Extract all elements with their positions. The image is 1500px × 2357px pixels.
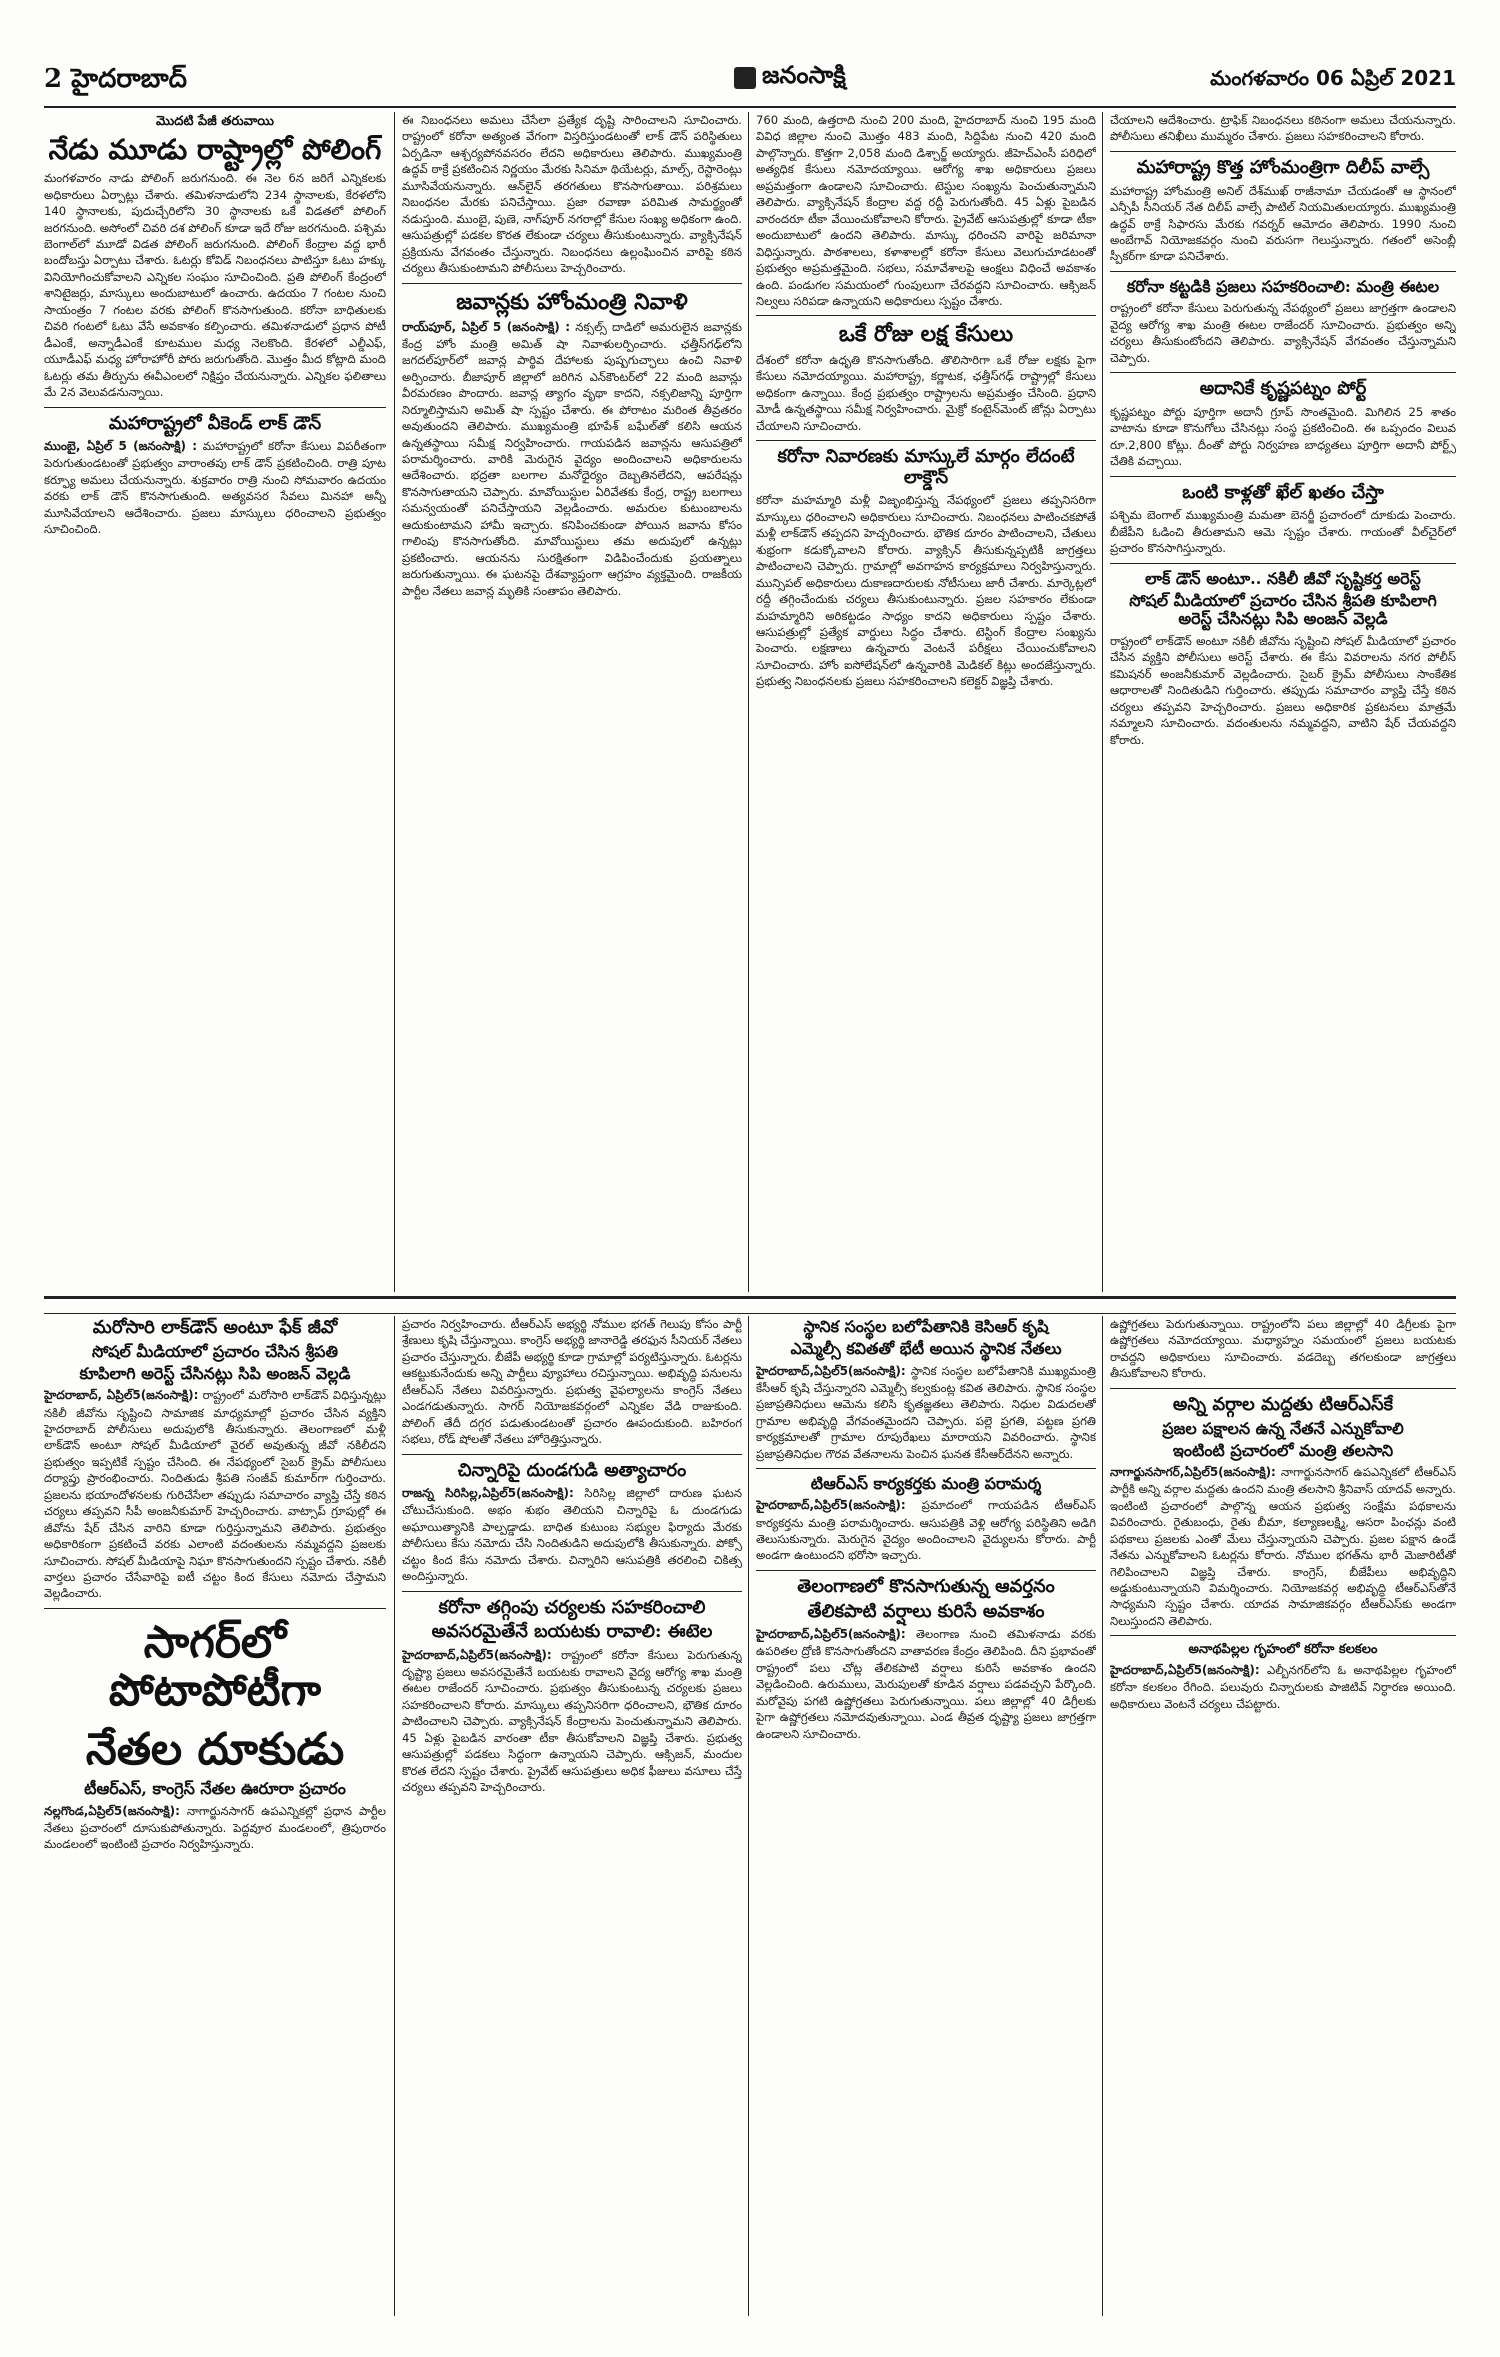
article-consoles-body: ప్రమాదంలో గాయపడిన టీఆర్ఎస్ కార్యకర్తను మంత్రి పరామర్శించారు. ఆసుపత్రికి వెళ్లి ఆరోగ్య పరిస్థితిని అడిగి తెలుసుకున్నారు. మెరుగైన వైద్యం అందించాలని వైద్యులను కోరారు. పార్టీ అండగా ఉంటుందని భరోసా ఇచ్చారు.: [756, 1498, 1096, 1563]
dateline: హైదరాబాద్,ఏప్రిల్5(జనంసాక్షి):: [402, 1647, 552, 1662]
masthead: [44, 58, 1456, 108]
headline-child-assault: చిన్నారిపై దుండగుడి అత్యాచారం: [457, 1459, 687, 1481]
page-label: 2 హైదరాబాద్: [44, 64, 187, 94]
headline-kavitha-meeting: ఎమ్మెల్సీ కవితతో భేటీ అయిన స్థానిక నేతలు: [790, 1339, 1062, 1359]
headline-fake-go-lockdown: మరోసారి లాక్‌డౌన్ అంటూ ఫేక్ జీవో: [92, 1317, 338, 1338]
divider: [402, 1454, 742, 1455]
bottom-column-4: [1110, 1316, 1456, 2316]
bottom-column-2: [402, 1316, 742, 2316]
dateline: హైదరాబాద్, ఏప్రిల్5(జనంసాక్షి):: [44, 1388, 199, 1403]
headline-maharashtra-home-minister: మహారాష్ట్ర కొత్త హోంమంత్రిగా దిలీప్ వాల్సే: [1136, 156, 1430, 178]
divider: [756, 1468, 1096, 1469]
paper-name: [734, 60, 846, 95]
article-continued-body: చేయాలని ఆదేశించారు. ట్రాఫిక్ నిబంధనలు కఠినంగా అమలు చేయనున్నారు. పోలీసులు తనిఖీలు ముమ్మరం చేశారు. ప్రజలు సహకరించాలని కోరారు.: [1110, 113, 1456, 144]
dateline: హైదరాబాద్,ఏప్రిల్5(జనంసాక్షి):: [756, 1498, 906, 1513]
article-masks-body: కరోనా మహమ్మారి మళ్లీ విజృంభిస్తున్న నేపథ్యంలో ప్రజలు తప్పనిసరిగా మాస్కులు ధరించాలని అధికారులు సూచించారు. నిబంధనలు పాటించకపోతే మళ్లీ లాక్‌డౌన్ తప్పదని హెచ్చరించారు. భౌతిక దూరం పాటించాలని, చేతులు శుభ్రంగా కడుక్కోవాలని కోరారు. వ్యాక్సిన్ తీసుకున్నప్పటికీ జాగ్రత్తలు పాటించాలని చెప్పారు. గ్రామాల్లో అవగాహన కార్యక్రమాలు నిర్వహిస్తున్నారు. మున్సిపల్ అధికారులు దుకాణదారులకు నోటీసులు జారీ చేశారు. మార్కెట్లలో రద్దీ తగ్గించేందుకు చర్యలు తీసుకుంటున్నారు. ప్రజల సహకారం లేకుండా మహమ్మారిని అరికట్టడం సాధ్యం కాదని అధికారులు స్పష్టం చేశారు. ఆసుపత్రుల్లో ప్రత్యేక వార్డులు సిద్ధం చేశారు. టెస్టింగ్ కేంద్రాల సంఖ్యను పెంచారు. లక్షణాలు ఉన్నవారు వెంటనే పరీక్షలు చేయించుకోవాలని సూచించారు. హోం ఐసోలేషన్‌లో ఉన్నవారికి మెడికల్ కిట్లు అందజేస్తున్నారు. ప్రభుత్వ నిబంధనలకు ప్రజలు సహకరించాలని కలెక్టర్ విజ్ఞప్తి చేశారు.: [756, 493, 1096, 689]
section-divider-band: [44, 1296, 1456, 1314]
article-fake-go-full-body: రాష్ట్రంలో మరోసారి లాక్‌డౌన్ విధిస్తున్నట్లు నకిలీ జీవోను సృష్టించి సామాజిక మాధ్యమాల్లో ప్రచారం చేసిన వ్యక్తిని హైదరాబాద్ పోలీసులు అదుపులోకి తీసుకున్నారు. తెలంగాణలో మళ్లీ లాక్‌డౌన్ అంటూ సోషల్ మీడియాలో వైరల్ అవుతున్న జీవో నకిలీదని ప్రభుత్వం ఇప్పటికే స్పష్టం చేసింది. ఈ నేపథ్యంలో సైబర్ క్రైమ్ పోలీసులు దర్యాప్తు ప్రారంభించారు. నిందితుడు శ్రీపతి సంజీవ్ కుమార్‌గా గుర్తించారు. ప్రజలను భయాందోళనలకు గురిచేసేలా తప్పుడు సమాచారం వ్యాప్తి చేస్తే కఠిన చర్యలు తప్పవని సీపీ అంజనీకుమార్ హెచ్చరించారు. వాట్సాప్ గ్రూపుల్లో ఈ జీవోను షేర్ చేసిన వారిని కూడా గుర్తిస్తున్నామని తెలిపారు. ప్రభుత్వం అధికారికంగా ప్రకటించే వరకు ఎలాంటి వదంతులను నమ్మవద్దని ప్రజలకు సూచించారు. సోషల్ మీడియాపై నిఘా కొనసాగుతుందని స్పష్టం చేశారు. నకిలీ వార్తలు ప్రచారం చేసేవారిపై ఐటీ చట్టం కింద కేసులు నమోదు చేస్తామని వెల్లడించారు.: [44, 1388, 386, 1601]
bottom-region: [44, 1316, 1456, 2316]
article-lockdown-body: మహారాష్ట్రలో కరోనా కేసులు విపరీతంగా పెరుగుతుండటంతో ప్రభుత్వం వారాంతపు లాక్ డౌన్ ప్రకటించింది. రాత్రి పూట కర్ఫ్యూ అమలు చేయనున్నారు. శుక్రవారం రాత్రి నుంచి సోమవారం ఉదయం వరకు లాక్ డౌన్ కొనసాగుతుంది. అత్యవసర సేవలు మినహా అన్నీ మూసివేయాలని ఆదేశించారు. ప్రజలు మాస్కులు ధరించాలని ప్రభుత్వం సూచించింది.: [44, 439, 386, 537]
bottom-column-1: [44, 1316, 386, 2316]
divider: [1110, 1388, 1456, 1389]
top-region: [44, 112, 1456, 1292]
divider: [402, 283, 742, 284]
divider: [1110, 372, 1456, 373]
headline-local-bodies-kcr: స్థానిక సంస్థల బలోపేతానికి కెసిఆర్ కృషి: [803, 1317, 1049, 1336]
headline-talasani-campaign: ఇంటింటి ప్రచారంలో మంత్రి తలసాని: [1172, 1440, 1394, 1460]
subheadline-village-campaign: టీఆర్ఎస్, కాంగ్రెస్ నేతల ఊరూరా ప్రచారం: [84, 1779, 346, 1799]
article-continued-body: ఈ నిబంధనలు అమలు చేసేలా ప్రత్యేక దృష్టి సారించాలని సూచించారు. రాష్ట్రంలో కరోనా అత్యంత వేగంగా విస్తరిస్తుండటంతో లాక్ డౌన్ పరిస్థితులు ఏర్పడినా ఆశ్చర్యపోనవసరం లేదని అధికారులు తెలిపారు. ముఖ్యమంత్రి ఉద్ధవ్ ఠాక్రే ప్రకటించిన నిర్ణయం మేరకు సినిమా థియేటర్లు, మాల్స్, రెస్టారెంట్లు మూసివేయనున్నారు. ఆన్‌లైన్ తరగతులు కొనసాగుతాయి. పరిశ్రమలు నిబంధనల మేరకు పనిచేస్తాయి. ప్రజా రవాణా పరిమిత సామర్థ్యంతో నడుస్తుంది. ముంబై, పుణె, నాగ్‌పూర్ నగరాల్లో కేసుల సంఖ్య అధికంగా ఉంది. ఆసుపత్రుల్లో పడకల కొరత లేకుండా చర్యలు తీసుకుంటున్నారు. వ్యాక్సినేషన్ ప్రక్రియను వేగవంతం చేస్తున్నారు. నిబంధనలు ఉల్లంఘించిన వారిపై కఠిన చర్యలు తీసుకుంటామని పోలీసులు హెచ్చరించారు.: [402, 113, 742, 276]
top-column-3: [756, 112, 1096, 1292]
article-lakh-cases-body: దేశంలో కరోనా ఉధృతి కొనసాగుతోంది. తొలిసారిగా ఒకే రోజు లక్షకు పైగా కేసులు నమోదయ్యాయి. మహారాష్ట్ర, కర్ణాటక, ఛత్తీస్‌గఢ్ రాష్ట్రాల్లో కేసులు అధికంగా ఉన్నాయి. కేంద్ర ప్రభుత్వం రాష్ట్రాలను అప్రమత్తం చేసింది. ప్రధాని మోడీ ఉన్నతస్థాయి సమీక్ష నిర్వహించారు. మైక్రో కంటైన్‌మెంట్ జోన్లు ఏర్పాటు చేయాలని సూచించారు.: [756, 352, 1096, 433]
article-weather-body: తెలంగాణ నుంచి తమిళనాడు వరకు ఉపరితల ద్రోణి కొనసాగుతోందని వాతావరణ కేంద్రం తెలిపింది. దీని ప్రభావంతో రాష్ట్రంలో పలు చోట్ల తేలికపాటి వర్షాలు కురిసే అవకాశం ఉందని వెల్లడించింది. ఉరుములు, మెరుపులతో కూడిన వర్షాలు పడవచ్చని పేర్కొంది. మరోవైపు పగటి ఉష్ణోగ్రతలు పెరుగుతున్నాయి. పలు జిల్లాల్లో 40 డిగ్రీలకు పైగా ఉష్ణోగ్రతలు నమోదవుతున్నాయి. ఎండ తీవ్రత దృష్ట్యా ప్రజలు జాగ్రత్తగా ఉండాలని సూచించారు.: [756, 1627, 1096, 1741]
headline-jawans-tribute: జవాన్లకు హోంమంత్రి నివాళి: [456, 288, 688, 315]
headline-fake-go-social: సోషల్ మీడియాలో ప్రచారం చేసిన శ్రీపతి: [91, 1341, 339, 1361]
article-etela-stay-home-body: రాష్ట్రంలో కరోనా కేసులు పెరుగుతున్న దృష్ట్యా ప్రజలు అవసరమైతేనే బయటకు రావాలని వైద్య ఆరోగ్య శాఖ మంత్రి ఈటల రాజేందర్ సూచించారు. ప్రభుత్వం తీసుకుంటున్న చర్యలకు ప్రజలు సహకరించాలని కోరారు. మాస్కులు తప్పనిసరిగా ధరించాలని, భౌతిక దూరం పాటించాలని చెప్పారు. వ్యాక్సినేషన్ కేంద్రాలను పెంచుతున్నామని తెలిపారు. 45 ఏళ్లు పైబడిన వారంతా టీకా తీసుకోవాలని విజ్ఞప్తి చేశారు. ప్రభుత్వ ఆసుపత్రుల్లో పడకలు సిద్ధంగా ఉన్నాయని చెప్పారు. ఆక్సిజన్, మందుల కొరత లేదని స్పష్టం చేశారు. ప్రైవేట్ ఆసుపత్రులు అధిక ఫీజులు వసూలు చేస్తే చర్యలు తప్పవని హెచ్చరించారు.: [402, 1647, 742, 1795]
article-port-body: కృష్ణపట్నం పోర్టు పూర్తిగా అదానీ గ్రూప్ సొంతమైంది. మిగిలిన 25 శాతం వాటాను కూడా కొనుగోలు చేసినట్లు సంస్థ ప్రకటించింది. ఈ ఒప్పందం విలువ రూ.2,800 కోట్లు. దీంతో పోర్టు నిర్వహణ బాధ్యతలు పూర్తిగా అదానీ పోర్ట్స్ చేతికి వచ్చాయి.: [1110, 404, 1456, 469]
divider: [1110, 271, 1456, 272]
article-assault-body: సిరిసిల్ల జిల్లాలో దారుణ ఘటన చోటుచేసుకుంది. అభం శుభం తెలియని చిన్నారిపై ఓ దుండగుడు అఘాయిత్యానికి పాల్పడ్డాడు. బాధిత కుటుంబ సభ్యుల ఫిర్యాదు మేరకు పోలీసులు కేసు నమోదు చేసి నిందితుడిని అదుపులోకి తీసుకున్నారు. పోక్సో చట్టం కింద కేసు నమోదు చేశారు. చిన్నారిని ఆసుపత్రికి తరలించి చికిత్స అందిస్తున్నారు.: [402, 1486, 742, 1584]
divider: [756, 1570, 1096, 1571]
headline-etela-stay-home: అవసరమైతేనే బయటకు రావాలి: ఈటెల: [431, 1621, 713, 1643]
column-divider: [748, 112, 749, 1292]
divider: [44, 1608, 386, 1609]
divider: [1110, 151, 1456, 152]
divider: [1110, 563, 1456, 564]
headline-light-rain: తేలికపాటి వర్షాలు కురిసే అవకాశం: [807, 1600, 1045, 1622]
article-local-bodies-body: స్థానిక సంస్థల బలోపేతానికి ముఖ్యమంత్రి కేసీఆర్ కృషి చేస్తున్నారని ఎమ్మెల్సీ కల్వకుంట్ల కవిత తెలిపారు. స్థానిక సంస్థల ప్రజాప్రతినిధులు ఆమెను కలిసి కృతజ్ఞతలు తెలిపారు. నిధుల విడుదలతో గ్రామాల అభివృద్ధి వేగవంతమైందని చెప్పారు. పల్లె ప్రగతి, పట్టణ ప్రగతి కార్యక్రమాలతో గ్రామాల రూపురేఖలు మారాయని వివరించారు. స్థానిక ప్రజాప్రతినిధుల గౌరవ వేతనాలను పెంచిన ఘనత కేసీఆర్‌దేనని అన్నారు.: [756, 1363, 1096, 1461]
headline-maharashtra-lockdown: మహారాష్ట్రలో వీకెండ్ లాక్ డౌన్: [108, 412, 322, 434]
continuation-kicker: మొదటి పేజీ తరువాయి: [156, 114, 274, 129]
dateline: రాజన్న సిరిసిల్ల,ఏప్రిల్5(జనంసాక్షి):: [402, 1486, 574, 1501]
headline-sagar-contest: సాగర్‌లో పోటాపోటీగా: [108, 1616, 322, 1717]
headline-elect-people-leader: ప్రజల పక్షాలన ఉన్న నేతనే ఎన్నుకోవాలి: [1162, 1418, 1404, 1438]
headline-all-sections-support: అన్ని వర్గాల మద్దతు టిఆర్ఎస్‌కే: [1172, 1393, 1394, 1415]
headline-fake-go-cp: కూపిలాగి అరెస్ట్ చేసినట్లు సిపి అంజన్ వెల్లడి: [79, 1364, 351, 1384]
article-home-minister-body: మహారాష్ట్ర హోంమంత్రి అనిల్ దేశ్‌ముఖ్ రాజీనామా చేయడంతో ఆ స్థానంలో ఎన్సీపీ సీనియర్ నేత దిలీప్ వాల్సే పాటిల్ నియమితులయ్యారు. ముఖ్యమంత్రి ఉద్ధవ్ ఠాక్రే సిఫారసు మేరకు గవర్నర్ ఆమోదం తెలిపారు. 1990 నుంచి అంబేగావ్ నియోజకవర్గం నుంచి వరుసగా గెలుస్తున్నారు. గతంలో అసెంబ్లీ స్పీకర్‌గా కూడా పనిచేశారు.: [1110, 183, 1456, 264]
dateline: రాయ్‌పూర్, ఏప్రిల్ 5 (జనంసాక్షి) :: [402, 319, 571, 334]
divider: [756, 440, 1096, 441]
headline-fake-go-arrest: లాక్ డౌన్ అంటూ.. నకిలీ జీవో సృష్టికర్త అరెస్ట్: [1145, 568, 1421, 588]
bottom-column-3: [756, 1316, 1096, 2316]
article-fake-go-body: రాష్ట్రంలో లాక్‌డౌన్ అంటూ నకిలీ జీవోను సృష్టించి సోషల్ మీడియాలో ప్రచారం చేసిన వ్యక్తిని పోలీసులు అరెస్ట్ చేశారు. ఈ కేసు వివరాలను నగర పోలీస్ కమిషనర్ అంజనీకుమార్ వెల్లడించారు. సైబర్ క్రైమ్ పోలీసులు సాంకేతిక ఆధారాలతో నిందితుడిని గుర్తించారు. తప్పుడు సమాచారం వ్యాప్తి చేస్తే కఠిన చర్యలు తప్పవని హెచ్చరించారు. ప్రజలు అధికారిక ప్రకటనలు మాత్రమే నమ్మాలని సూచించారు. వదంతులను నమ్మవద్దని, వాటిని షేర్ చేయవద్దని కోరారు.: [1110, 633, 1456, 747]
article-etela-body: రాష్ట్రంలో కరోనా కేసులు పెరుగుతున్న నేపథ్యంలో ప్రజలు జాగ్రత్తగా ఉండాలని వైద్య ఆరోగ్య శాఖ మంత్రి ఈటల రాజేందర్ సూచించారు. ప్రభుత్వం అన్ని చర్యలు తీసుకుంటోందని తెలిపారు. వ్యాక్సినేషన్ వేగవంతం చేస్తున్నామని చెప్పారు.: [1110, 301, 1456, 365]
headline-leaders-aggression: నేతల దూకుడు: [85, 1723, 345, 1775]
top-column-2: [402, 112, 742, 1292]
dateline: హైదరాబాద్,ఏప్రిల్5(జనంసాక్షి):: [756, 1363, 906, 1378]
divider: [1110, 1635, 1456, 1636]
column-divider: [748, 1316, 749, 2316]
article-campaign-body: ప్రచారం నిర్వహించారు. టీఆర్ఎస్ అభ్యర్థి నోముల భగత్ గెలుపు కోసం పార్టీ శ్రేణులు కృషి చేస్తున్నాయి. కాంగ్రెస్ అభ్యర్థి జానారెడ్డి తరఫున సీనియర్ నేతలు ప్రచారం చేస్తున్నారు. బీజేపీ అభ్యర్థి కూడా గ్రామాల్లో పర్యటిస్తున్నారు. ఓటర్లను ఆకట్టుకునేందుకు అన్ని పార్టీలు వ్యూహాలు రచిస్తున్నాయి. అభివృద్ధి పనులను టీఆర్ఎస్ నేతలు వివరిస్తున్నారు. ప్రభుత్వ వైఫల్యాలను కాంగ్రెస్ నేతలు ఎండగడుతున్నారు. సాగర్ నియోజకవర్గంలో ఎన్నికల వేడి రాజుకుంది. పోలింగ్ తేదీ దగ్గర పడుతుండటంతో ప్రచారం ఊపందుకుంది. బహిరంగ సభలు, రోడ్ షోలతో నేతలు హోరెత్తిస్తున్నారు.: [402, 1317, 742, 1447]
column-divider: [394, 112, 395, 1292]
headline-krishnapatnam-port: అదానికే కృష్ణపట్నం పోర్ట్: [1199, 378, 1367, 400]
headline-masks-or-lockdown: కరోనా నివారణకు మాస్కులే మార్గం లేదంటే లాక్డౌన్: [777, 446, 1075, 488]
divider: [44, 407, 386, 408]
article-khela-body: పశ్చిమ బెంగాల్ ముఖ్యమంత్రి మమతా బెనర్జీ ప్రచారంలో దూకుడు పెంచారు. బీజేపీని ఓడించి తీరుతామని ఆమె స్పష్టం చేశారు. గాయంతో వీల్‌చైర్‌లో ప్రచారం కొనసాగిస్తున్నారు.: [1110, 508, 1456, 556]
kicker-orphanage-covid: అనాథపిల్లల గృహంలో కరోనా కలకలం: [1188, 1642, 1378, 1658]
dateline: హైదరాబాద్,ఏప్రిల్5(జనంసాక్షి):: [1110, 1663, 1260, 1678]
dateline: హైదరాబాద్,ఏప్రిల్5(జనంసాక్షి):: [756, 1627, 906, 1642]
headline-one-lakh-cases: ఒకే రోజు లక్ష కేసులు: [838, 321, 1014, 348]
column-divider: [1102, 112, 1103, 1292]
article-covid-stats-body: 760 మంది, ఉత్తరాది నుంచి 200 మంది, హైదరాబాద్ నుంచి 195 మంది వివిధ జిల్లాల నుంచి మొత్తం 483 మంది, సిద్దిపేట నుంచి 420 మంది పాల్గొన్నారు. కొత్తగా 2,058 మంది డిశ్చార్జ్ అయ్యారు. జీహెచ్‌ఎంసీ పరిధిలో అత్యధిక కేసులు నమోదయ్యాయి. ఆరోగ్య శాఖ అధికారులు ప్రజలు అప్రమత్తంగా ఉండాలని సూచించారు. టెస్టుల సంఖ్యను పెంచుతున్నామని తెలిపారు. వ్యాక్సినేషన్ కేంద్రాల వద్ద రద్దీ పెరుగుతోంది. 45 ఏళ్లు పైబడిన వారందరూ టీకా వేయించుకోవాలని కోరారు. ప్రైవేట్ ఆసుపత్రుల్లో కూడా టీకా అందుబాటులో ఉందని తెలిపారు. మాస్కు ధరించని వారిపై జరిమానా విధిస్తున్నారు. పాఠశాలలు, కళాశాలల్లో కరోనా కేసులు వెలుగుచూడటంతో ప్రభుత్వం అప్రమత్తమైంది. సభలు, సమావేశాలపై ఆంక్షలు విధించే అవకాశం ఉంది. పండుగల సమయంలో గుంపులుగా చేరవద్దని సూచించారు. ఆక్సిజన్ నిల్వలు సరిపడా ఉన్నాయని అధికారులు స్పష్టం చేశారు.: [756, 113, 1096, 308]
article-talasani-body: నాగార్జునసాగర్ ఉపఎన్నికలో టీఆర్ఎస్ పార్టీకి అన్ని వర్గాల మద్దతు ఉందని మంత్రి తలసాని శ్రీనివాస్ యాదవ్ అన్నారు. ఇంటింటి ప్రచారంలో పాల్గొన్న ఆయన ప్రభుత్వ సంక్షేమ పథకాలను వివరించారు. రైతుబంధు, రైతు బీమా, కల్యాణలక్ష్మి, ఆసరా పింఛన్లు వంటి పథకాలు ప్రజలకు ఎంతో మేలు చేస్తున్నాయని చెప్పారు. ప్రజల పక్షాన ఉండే నేతను ఎన్నుకోవాలని ఓటర్లను కోరారు. నోముల భగత్‌ను భారీ మెజారిటీతో గెలిపించాలని విజ్ఞప్తి చేశారు. కాంగ్రెస్, బీజేపీలు అభివృద్ధిని అడ్డుకుంటున్నాయని విమర్శించారు. నియోజకవర్గ అభివృద్ధి టీఆర్ఎస్‌తోనే సాధ్యమని స్పష్టం చేశారు. యాదవ సామాజికవర్గం టీఆర్ఎస్‌కు అండగా నిలుస్తుందని తెలిపారు.: [1110, 1465, 1456, 1628]
top-column-4: [1110, 112, 1456, 1292]
divider: [1110, 476, 1456, 477]
article-orphanage-body: ఎల్బీనగర్‌లోని ఓ అనాథపిల్లల గృహంలో కరోనా కలకలం రేగింది. పలువురు చిన్నారులకు పాజిటివ్ నిర్ధారణ అయింది. అధికారులు వెంటనే చర్యలు చేపట్టారు.: [1110, 1663, 1456, 1711]
divider: [756, 315, 1096, 316]
article-sagar-body: నాగార్జునసాగర్ ఉపఎన్నికల్లో ప్రధాన పార్టీల నేతలు ప్రచారంలో దూసుకుపోతున్నారు. పెద్దవూర మండలంలో, త్రిపురారం మండలంలో ఇంటింటి ప్రచారం నిర్వహిస్తున్నారు.: [44, 1803, 386, 1851]
headline-covid-cooperation: కరోనా తగ్గింపు చర్యలకు సహకరించాలి: [438, 1596, 706, 1618]
article-heat-body: ఉష్ణోగ్రతలు పెరుగుతున్నాయి. రాష్ట్రంలోని పలు జిల్లాల్లో 40 డిగ్రీలకు పైగా ఉష్ణోగ్రతలు నమోదయ్యాయి. మధ్యాహ్నం సమయంలో ప్రజలు బయటకు రావద్దని అధికారులు సూచించారు. వడదెబ్బ తగలకుండా జాగ్రత్తలు తీసుకోవాలని కోరారు.: [1110, 1317, 1456, 1381]
headline-fake-go-subhead: సోషల్ మీడియాలో ప్రచారం చేసిన శ్రీపతి కూపిలాగి అరెస్ట్ చేసినట్లు సిపి అంజన్ వెల్లడి: [1129, 591, 1437, 629]
article-jawans-body: నక్సల్స్ దాడిలో అమరులైన జవాన్లకు కేంద్ర హోం మంత్రి అమిత్ షా నివాళులర్పించారు. ఛత్తీస్‌గఢ్‌లోని జగదల్‌పూర్‌లో జవాన్ల పార్థివ దేహాలకు పుష్పగుచ్ఛాలు ఉంచి నివాళి అర్పించారు. బీజాపూర్ జిల్లాలో జరిగిన ఎన్‌కౌంటర్‌లో 22 మంది జవాన్లు వీరమరణం పొందారు. జవాన్ల త్యాగం వృథా కాదని, నక్సలిజాన్ని పూర్తిగా నిర్మూలిస్తామని అమిత్ షా స్పష్టం చేశారు. ఈ పోరాటం మరింత తీవ్రతరం అవుతుందని తెలిపారు. ముఖ్యమంత్రి భూపేశ్ బఘేల్‌తో కలిసి ఆయన ఉన్నతస్థాయి సమీక్ష నిర్వహించారు. గాయపడిన జవాన్లను ఆసుపత్రిలో పరామర్శించారు. వారికి మెరుగైన వైద్యం అందించాలని అధికారులను ఆదేశించారు. భద్రతా బలగాల మనోధైర్యం దెబ్బతినలేదని, ఆపరేషన్లు కొనసాగుతాయని చెప్పారు. మావోయిస్టుల ఏరివేతకు కేంద్ర, రాష్ట్ర బలగాలు సమన్వయంతో పనిచేస్తాయని వెల్లడించారు. అమరుల కుటుంబాలను ఆదుకుంటామని హామీ ఇచ్చారు. కనిపించకుండా పోయిన జవాను కోసం గాలింపు కొనసాగుతోంది. మావోయిస్టులు తమ అదుపులో ఉన్నట్లు ప్రకటించారు. ఆయనను సురక్షితంగా విడిపించేందుకు ప్రయత్నాలు జరుగుతున్నాయి. ఈ ఘటనపై దేశవ్యాప్తంగా ఆగ్రహం వ్యక్తమైంది. రాజకీయ పార్టీల నేతలు జవాన్ల మృతికి సంతాపం తెలిపారు.: [402, 319, 742, 598]
headline-minister-consoles-worker: టిఆర్ఎస్ కార్యకర్తకు మంత్రి పరామర్శ: [810, 1474, 1042, 1494]
paper-logo-icon: [734, 67, 756, 89]
headline-etela-cooperation: కరోనా కట్టడికి ప్రజలు సహకరించాలి: మంత్రి ఈటల: [1126, 276, 1440, 296]
headline-cyclonic-circulation: తెలంగాణలో కొనసాగుతున్న ఆవర్తనం: [797, 1575, 1055, 1597]
paper-name-text: జనంసాక్షి: [762, 60, 846, 89]
headline-polling: నేడు మూడు రాష్ట్రాల్లో పోలింగ్: [48, 133, 382, 166]
column-divider: [1102, 1316, 1103, 2316]
dateline: నాగార్జునసాగర్,ఏప్రిల్5(జనంసాక్షి):: [1110, 1465, 1276, 1480]
headline-khela-khatam: ఒంటి కాళ్లతో ఖేల్ ఖతం చేస్తా: [1182, 481, 1384, 503]
dateline: నల్లగొండ,ఏప్రిల్5(జనంసాక్షి):: [44, 1803, 180, 1818]
top-column-1: [44, 112, 386, 1292]
column-divider: [394, 1316, 395, 2316]
article-polling-body: మంగళవారం నాడు పోలింగ్ జరుగనుంది. ఈ నెల 6న జరిగే ఎన్నికలకు అధికారులు ఏర్పాట్లు చేశారు. తమిళనాడులోని 234 స్థానాలకు, కేరళలోని 140 స్థానాలకు, పుదుచ్చేరిలోని 30 స్థానాలకు ఒకే విడతలో పోలింగ్ జరగనుంది. అసోంలో చివరి దశ పోలింగ్ కూడా ఇదే రోజు జరగనుంది. పశ్చిమ బెంగాల్‌లో మూడో విడత పోలింగ్ జరుగనుంది. పోలింగ్ కేంద్రాల వద్ద భారీ బందోబస్తు ఏర్పాటు చేశారు. ఓటర్లు కోవిడ్ నిబంధనలు పాటిస్తూ ఓటు హక్కు వినియోగించుకోవాలని ఎన్నికల సంఘం సూచించింది. ప్రతి పోలింగ్ కేంద్రంలో శానిటైజర్లు, మాస్కులు అందుబాటులో ఉంచారు. ఉదయం 7 గంటల నుంచి సాయంత్రం 7 గంటల వరకు పోలింగ్ కొనసాగుతుంది. కరోనా బాధితులకు చివరి గంటలో ఓటు వేసే అవకాశం కల్పించారు. తమిళనాడులో ప్రధాన పోటీ డీఎంకే, అన్నాడీఎంకే కూటముల మధ్య నెలకొంది. కేరళలో ఎల్డీఎఫ్, యూడీఎఫ్ మధ్య హోరాహోరీ పోరు జరుగుతోంది. మొత్తం మీద కోట్లాది మంది ఓటర్లు తమ తీర్పును ఈవీఎంలలో నిక్షిప్తం చేయనున్నారు. ఎన్నికల ఫలితాలు మే 2న వెలువడనున్నాయి.: [44, 171, 386, 400]
dateline: ముంబై, ఏప్రిల్ 5 (జనంసాక్షి) :: [44, 439, 198, 454]
date-line: మంగళవారం 06 ఏప్రిల్ 2021: [1210, 66, 1456, 90]
divider: [402, 1591, 742, 1592]
